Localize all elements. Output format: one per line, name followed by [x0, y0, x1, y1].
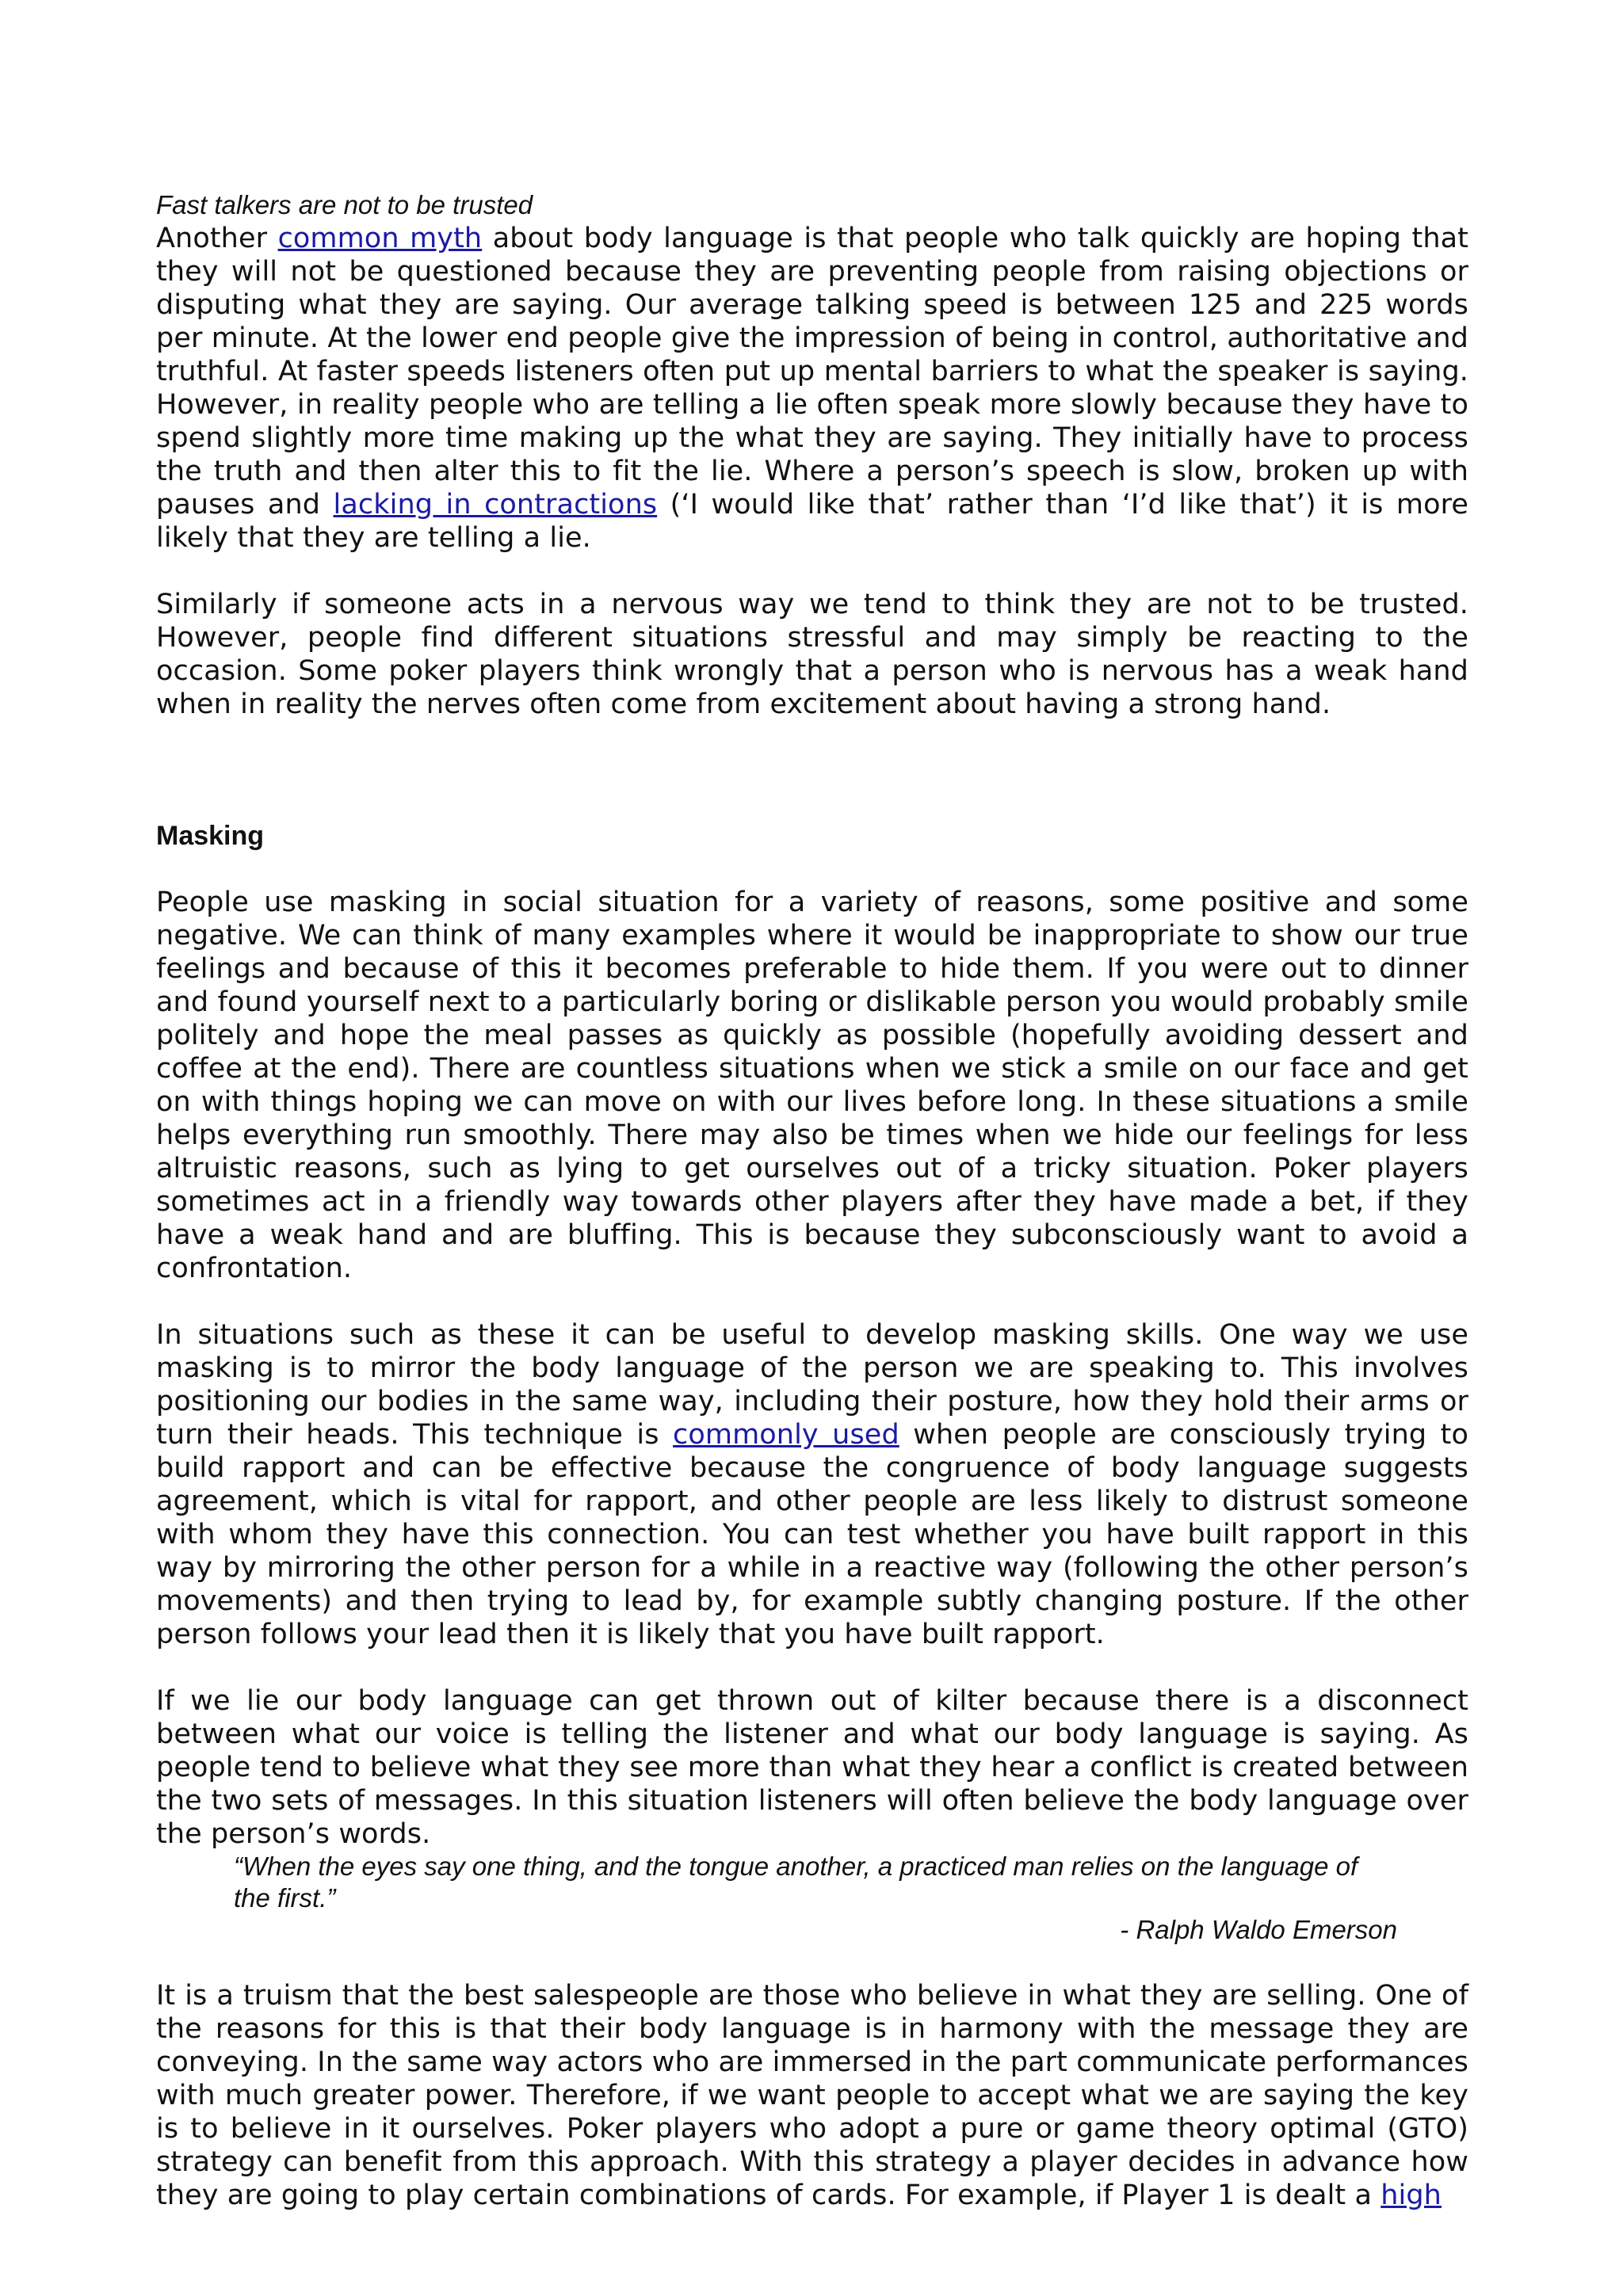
paragraph-mirroring	[156, 1318, 1468, 1651]
link-commonly-used[interactable]: commonly used	[673, 1419, 899, 1451]
spacer	[156, 1285, 1468, 1318]
text-segment: about body language is that people who talk quickly are hoping that they will not be questioned because they are preventing people from raising objections or disputing what they are saying. Our average talking speed is between 125 and 225 words per minute. At the lower end people give the impression of being in control, authoritative and truthful. At faster speeds listeners often put up mental barriers to what the speaker is saying. However, in reality people who are telling a lie often speak more slowly because they have to spend slightly more time making up the what they are saying. They initially have to process the truth and then alter this to fit the lie. Where a person’s speech is slow, broken up with pauses and	[156, 223, 1468, 521]
emerson-quote: “When the eyes say one thing, and the tongue another, a practiced man relies on the language of the first.”	[234, 1852, 1358, 1913]
spacer	[156, 721, 1468, 819]
text-segment: when people are consciously trying to build rapport and can be effective because the congruence of body language suggests agreement, which is vital for rapport, and other people are less likely to distrust someone with whom they have this connection. You can test whether you have built rapport in this way by mirroring the other person for a while in a reactive way (following the other person’s movements) and then trying to lead by, for example subtly changing posture. If the other person follows your lead then it is likely that you have built rapport.	[156, 1419, 1468, 1650]
link-high[interactable]: high	[1381, 2180, 1442, 2211]
spacer	[156, 1651, 1468, 1684]
paragraph-masking-intro: People use masking in social situation for a variety of reasons, some positive and some negative. We can think of many examples where it would be inappropriate to show our true feelings and because of this it becomes preferable to hide them. If you were out to dinner and found yourself next to a particularly boring or dislikable person you would probably smile politely and hope the meal passes as quickly as possible (hopefully avoiding dessert and coffee at the end). There are countless situations when we stick a smile on our face and get on with things hoping we can move on with our lives before long. In these situations a smile helps everything run smoothly. There may also be times when we hide our feelings for less altruistic reasons, such as lying to get ourselves out of a tricky situation. Poker players sometimes act in a friendly way towards other players after they have made a bet, if they have a weak hand and are bluffing. This is because they subconsciously want to avoid a confrontation.	[156, 887, 1468, 1284]
paragraph-salespeople	[156, 1979, 1468, 2212]
text-segment: Another	[156, 223, 278, 254]
text-segment: It is a truism that the best salespeople are those who believe in what they are selling. One of the reasons for this is that their body language is in harmony with the message they are conveying. In the same way actors who are immersed in the part communicate performances with much greater power. Therefore, if we want people to accept what we are saying the key is to believe in it ourselves. Poker players who adopt a pure or game theory optimal (GTO) strategy can benefit from this approach. With this strategy a player decides in advance how they are going to play certain combinations of cards. For example, if Player 1 is dealt a	[156, 1980, 1468, 2211]
paragraph-lie-body-language: If we lie our body language can get thrown out of kilter because there is a disconnect between what our voice is telling the listener and what our body language is saying. As people tend to believe what they see more than what they hear a conflict is created between the two sets of messages. In this situation listeners will often believe the body language over the person’s words.	[156, 1685, 1468, 1850]
spacer	[156, 1946, 1468, 1979]
subheading-fast-talkers: Fast talkers are not to be trusted	[156, 190, 533, 219]
text-segment: In situations such as these it can be useful to develop masking skills. One way we use masking is to mirror the body language of the person we are speaking to. This involves positioning our bodies in the same way, including their posture, how they hold their arms or turn their heads. This technique is	[156, 1319, 1468, 1451]
link-common-myth[interactable]: common myth	[277, 223, 483, 254]
heading-masking: Masking	[156, 821, 265, 851]
spacer	[156, 852, 1468, 886]
quote-attribution: - Ralph Waldo Emerson	[1120, 1915, 1397, 1944]
paragraph-nervous: Similarly if someone acts in a nervous way we tend to think they are not to be trusted. However, people find different situations stressful and may simply be reacting to the occasion. Some poker players think wrongly that a person who is nervous has a weak hand when in reality the nerves often come from excitement about having a strong hand.	[156, 589, 1468, 720]
paragraph-fast-talkers	[156, 222, 1468, 555]
spacer	[156, 555, 1468, 588]
document-page	[156, 189, 1468, 2212]
text-segment: (‘I would like that’ rather than ‘I’d like that’) it is more likely that they are telling a lie.	[156, 489, 1468, 554]
link-lacking-in-contractions[interactable]: lacking in contractions	[333, 489, 658, 521]
